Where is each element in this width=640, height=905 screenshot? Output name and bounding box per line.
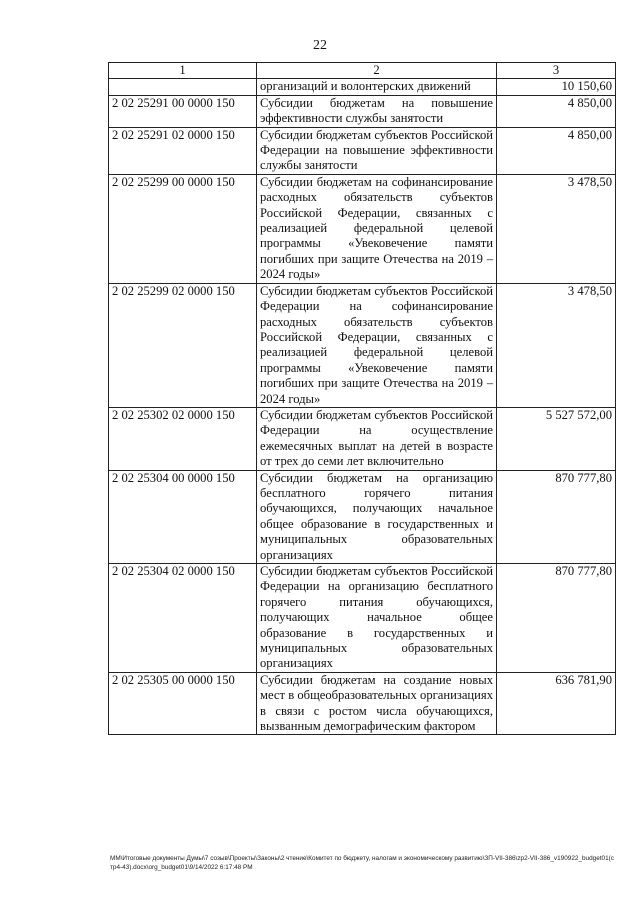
- row-description: организаций и волонтерских движений: [257, 79, 497, 95]
- page-number: 22: [313, 38, 327, 53]
- row-code: 2 02 25299 00 0000 150: [109, 174, 257, 283]
- table-header-row: [109, 63, 616, 79]
- row-code: 2 02 25291 00 0000 150: [109, 95, 257, 127]
- row-amount: 870 777,80: [497, 564, 616, 673]
- table-row: [109, 127, 616, 174]
- row-code: 2 02 25304 02 0000 150: [109, 564, 257, 673]
- table-row: [109, 672, 616, 735]
- row-description: Субсидии бюджетам на создание новых мест в общеобразовательных организациях в связи с ростом числа обучающихся, вызванным демографическим фактором: [257, 672, 497, 735]
- row-amount: 3 478,50: [497, 283, 616, 407]
- table-row: [109, 470, 616, 563]
- row-description: Субсидии бюджетам на организацию бесплатного горячего питания обучающихся, получающих начальное общее образование в государственных и муниципальных образовательных организациях: [257, 470, 497, 563]
- row-description: Субсидии бюджетам субъектов Российской Федерации на организацию бесплатного горячего питания обучающихся, получающих начальное общее образование в государственных и муниципальных образовательных организациях: [257, 564, 497, 673]
- row-description: Субсидии бюджетам субъектов Российской Федерации на софинансирование расходных обязательств субъектов Российской Федерации, связанных с реализацией федеральной целевой программы «Увековечение памяти погибших при защите Отечества на 2019 – 2024 годы»: [257, 283, 497, 407]
- budget-table: [108, 62, 616, 735]
- document-footer-path: ММ\Итоговые документы Думы\7 созыв\Проекты\Законы\2 чтение\Комитет по бюджету, налогам и экономическому развитию\ЗП-VII-386\zp2-VII-386_v190922_budget01(стр4-43).docx\org_budget01\9/14/2022 6:17:48 PM: [110, 855, 614, 871]
- table-row: [109, 283, 616, 407]
- row-amount: 636 781,90: [497, 672, 616, 735]
- table-row: [109, 79, 616, 95]
- table-row: [109, 95, 616, 127]
- row-amount: 3 478,50: [497, 174, 616, 283]
- row-description: Субсидии бюджетам субъектов Российской Федерации на повышение эффективности службы занятости: [257, 127, 497, 174]
- table-row: [109, 564, 616, 673]
- row-description: Субсидии бюджетам на софинансирование расходных обязательств субъектов Российской Федерации, связанных с реализацией федеральной целевой программы «Увековечение памяти погибших при защите Отечества на 2019 – 2024 годы»: [257, 174, 497, 283]
- row-code: 2 02 25304 00 0000 150: [109, 470, 257, 563]
- row-code: 2 02 25305 00 0000 150: [109, 672, 257, 735]
- row-amount: 870 777,80: [497, 470, 616, 563]
- row-amount: 10 150,60: [497, 79, 616, 95]
- row-amount: 4 850,00: [497, 127, 616, 174]
- column-header-amount: 3: [497, 63, 616, 79]
- row-amount: 4 850,00: [497, 95, 616, 127]
- row-code: 2 02 25299 02 0000 150: [109, 283, 257, 407]
- row-description: Субсидии бюджетам на повышение эффективности службы занятости: [257, 95, 497, 127]
- row-code: [109, 79, 257, 95]
- row-description: Субсидии бюджетам субъектов Российской Федерации на осуществление ежемесячных выплат на детей в возрасте от трех до семи лет включительно: [257, 407, 497, 470]
- column-header-description: 2: [257, 63, 497, 79]
- row-code: 2 02 25291 02 0000 150: [109, 127, 257, 174]
- row-amount: 5 527 572,00: [497, 407, 616, 470]
- table-row: [109, 407, 616, 470]
- table-row: [109, 174, 616, 283]
- column-header-code: 1: [109, 63, 257, 79]
- row-code: 2 02 25302 02 0000 150: [109, 407, 257, 470]
